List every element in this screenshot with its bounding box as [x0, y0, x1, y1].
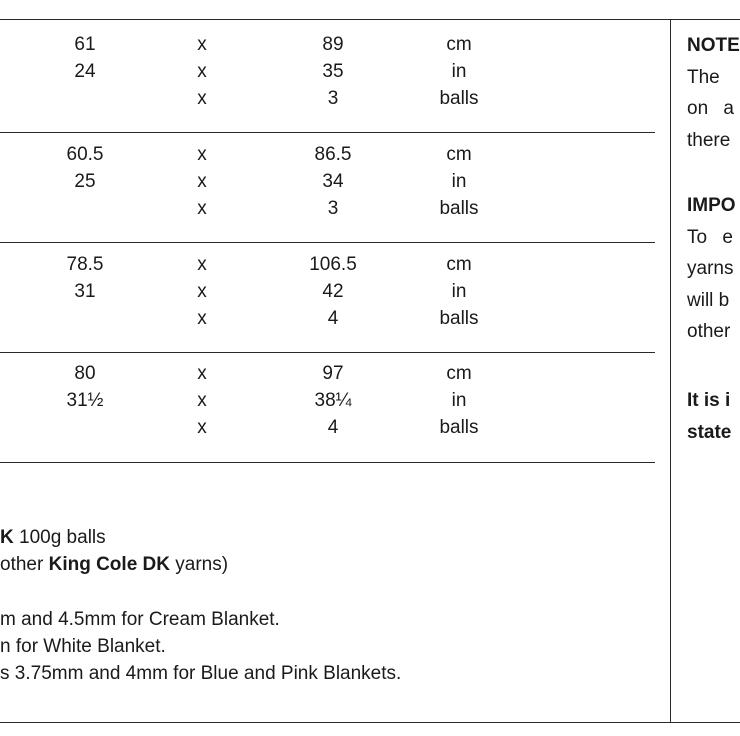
unit-label: balls: [439, 88, 479, 109]
yarn-line: [0, 524, 106, 551]
yarn-brand-fragment: K: [0, 527, 14, 548]
unit-label: cm: [446, 144, 472, 165]
important-text-line: other: [687, 321, 731, 342]
unit-label: in: [451, 61, 467, 82]
length-value: 42: [322, 281, 344, 302]
length-value: 38¼: [314, 390, 352, 411]
note-text-line: on a: [687, 98, 734, 119]
needles-cream: m and 4.5mm for Cream Blanket.: [0, 609, 280, 630]
needles-white: n for White Blanket.: [0, 636, 166, 657]
note-heading: NOTE: [687, 35, 740, 56]
width-value: 24: [74, 61, 96, 82]
row-separator: [0, 132, 655, 133]
note-text-line: there: [687, 129, 731, 151]
notes-column: [687, 32, 740, 154]
width-value: 78.5: [66, 254, 104, 275]
unit-label: cm: [446, 363, 472, 384]
column-divider: [670, 19, 671, 723]
yarn-alternative-line: [0, 551, 228, 578]
important-text-line: To e: [687, 226, 733, 248]
bottom-border: [0, 722, 740, 723]
yarn-alt-prefix: other: [0, 554, 49, 575]
unit-label: in: [451, 390, 467, 411]
length-value: 4: [327, 417, 339, 438]
length-value: 4: [327, 308, 339, 329]
yarn-alt-suffix: yarns): [169, 554, 229, 575]
unit-label: balls: [439, 308, 479, 329]
width-value: 31½: [66, 390, 104, 411]
width-value: 60.5: [66, 144, 104, 165]
important-text-line: will b: [687, 289, 730, 311]
note-text-line: The: [687, 66, 720, 88]
times-sign: x: [197, 198, 207, 219]
length-value: 97: [322, 363, 344, 384]
unit-label: cm: [446, 34, 472, 55]
emphasis-text-line: state: [687, 421, 732, 443]
row-separator: [0, 242, 655, 243]
width-value: 31: [74, 281, 96, 302]
times-sign: x: [197, 281, 207, 302]
times-sign: x: [197, 308, 207, 329]
times-sign: x: [197, 390, 207, 411]
length-value: 86.5: [314, 144, 352, 165]
unit-label: balls: [439, 198, 479, 219]
important-heading: IMPO: [687, 195, 736, 216]
important-text-line: yarns: [687, 258, 734, 279]
yarn-weight: 100g balls: [13, 527, 106, 548]
width-value: 25: [74, 171, 96, 192]
times-sign: x: [197, 34, 207, 55]
unit-label: cm: [446, 254, 472, 275]
row-separator: [0, 462, 655, 463]
times-sign: x: [197, 363, 207, 384]
times-sign: x: [197, 254, 207, 275]
times-sign: x: [197, 61, 207, 82]
times-sign: x: [197, 88, 207, 109]
times-sign: x: [197, 417, 207, 438]
row-separator: [0, 352, 655, 353]
length-value: 106.5: [309, 254, 357, 275]
emphasis-section: [687, 387, 731, 446]
length-value: 3: [327, 88, 339, 109]
length-value: 89: [322, 34, 344, 55]
length-value: 3: [327, 198, 339, 219]
needles-blue-pink: s 3.75mm and 4mm for Blue and Pink Blankets.: [0, 663, 402, 684]
unit-label: in: [451, 171, 467, 192]
yarn-brand: King Cole DK: [48, 554, 170, 575]
length-value: 35: [322, 61, 344, 82]
times-sign: x: [197, 171, 207, 192]
important-section: [687, 192, 736, 346]
unit-label: in: [451, 281, 467, 302]
width-value: 61: [74, 34, 96, 55]
width-value: 80: [74, 363, 96, 384]
emphasis-text-line: It is i: [687, 390, 731, 411]
times-sign: x: [197, 144, 207, 165]
length-value: 34: [322, 171, 344, 192]
unit-label: balls: [439, 417, 479, 438]
